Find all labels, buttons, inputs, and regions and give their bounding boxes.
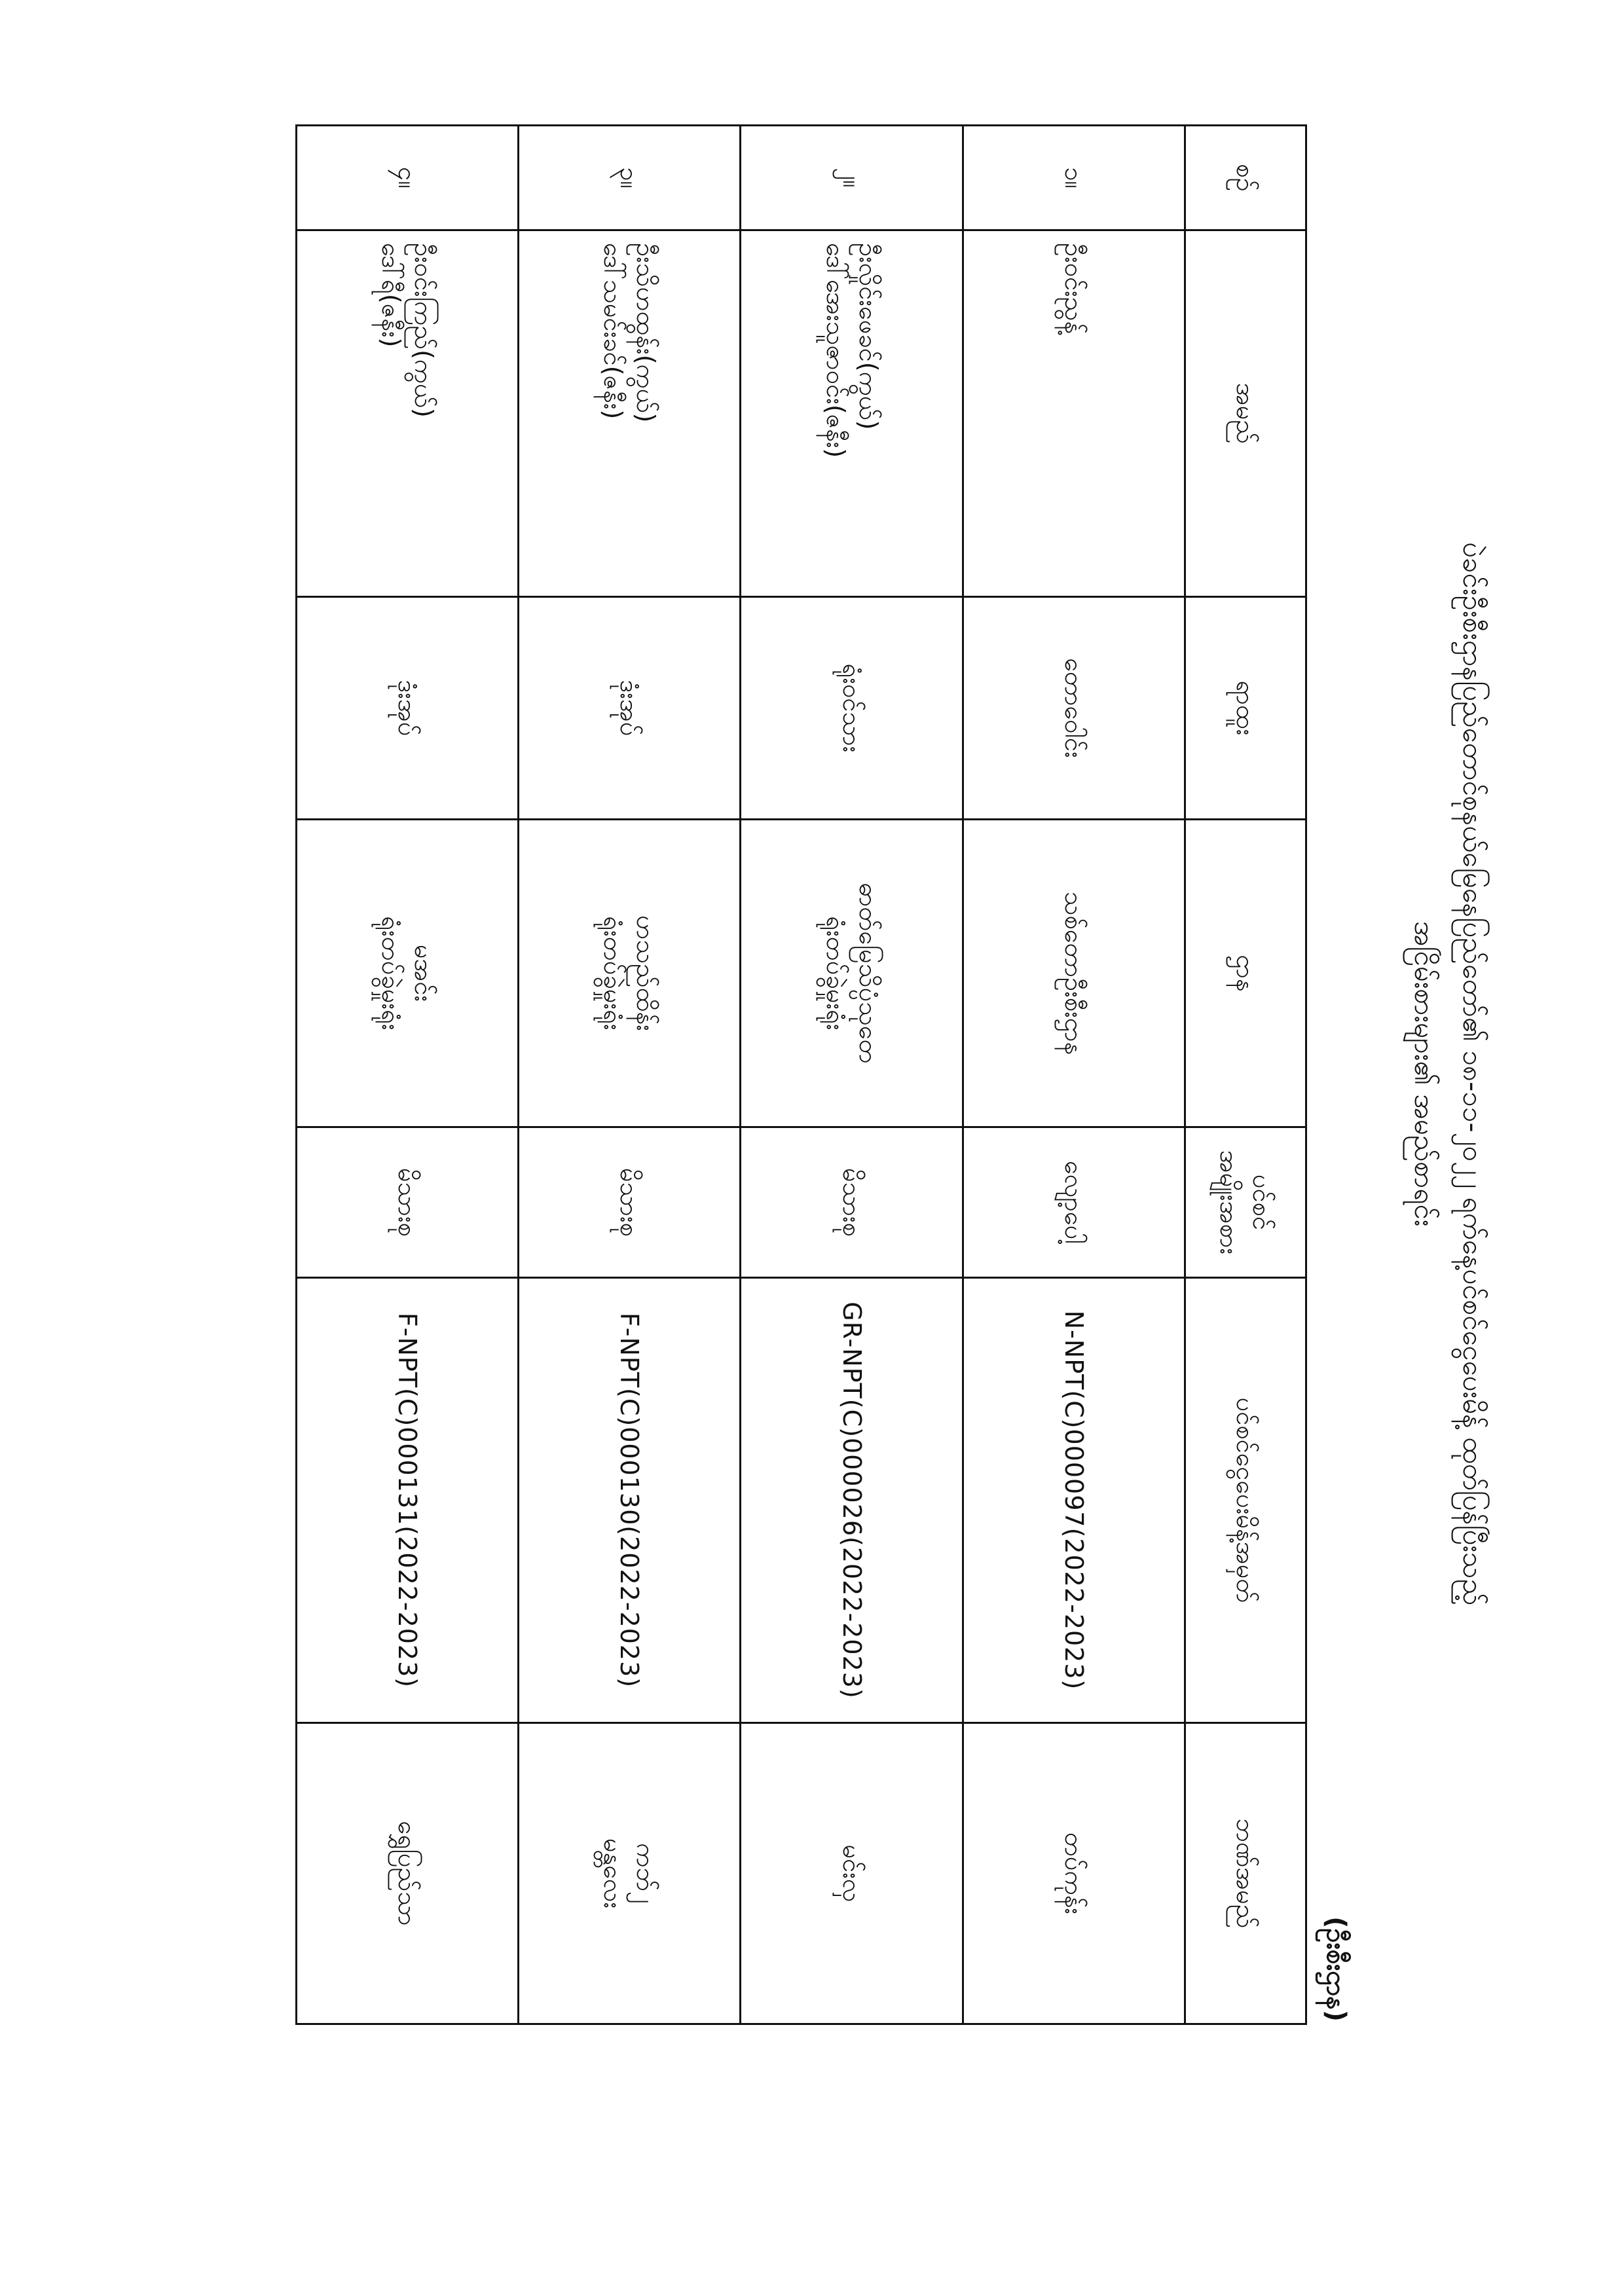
cell-department-line1: ဓာတ်မြေသိပ္ပံသုတေ [853, 883, 883, 1064]
cell-rank: တောဝေါင်း [963, 597, 1185, 820]
cell-no: ၃။ [519, 126, 741, 230]
cell-name-line2: ဒေါ်ရီ(ဇနီး) [377, 243, 406, 348]
header-department: ဌာန [1185, 820, 1306, 1127]
cell-bank [963, 1723, 1185, 2024]
cell-order-no: F-NPT(C)000131(2022-2023) [297, 1278, 519, 1723]
cell-no: ၂။ [741, 126, 963, 230]
cell-name [963, 230, 1185, 597]
cell-bank-line2: မန္တလေး [599, 1838, 628, 1909]
cell-department-line1: သစ်တောဦးစီးဌာန [1059, 891, 1088, 1055]
cell-department-line2: ရုံးတပ်ခွဲမှုးရုံး [599, 916, 628, 1030]
cell-name-line2: ဒေါ်အေးသူဇာဝင်း(ဇနီး) [821, 243, 850, 458]
rotated-page-content [141, 124, 1517, 2023]
cell-bank-line1: ကဘ်၂ [631, 1843, 661, 1904]
cell-name [519, 230, 741, 597]
header-order-no: ပင်စင်ငွေပေးမိန့်အမှတ် [1185, 1278, 1306, 1723]
cell-department-line2: ရုံးတပ်ခွဲမှုးရုံး [821, 916, 850, 1030]
cell-name-line1: ဦးဝင်းညွန့် [1059, 243, 1088, 335]
cell-department-line2: ရုံးတပ်ခွဲမှုးရုံး [377, 916, 406, 1030]
title-line-2: အငြိမ်းစားများ၏ အမည်စာရင်း [1409, 920, 1441, 1227]
cell-rank: ဒုံးအုပ် [519, 597, 741, 820]
cell-department-line1: မအင်း [409, 944, 439, 1002]
cell-bank-line1: မင်းလှ [837, 1844, 866, 1903]
unit-note: (ဦးစီးဌာန) [1321, 1916, 1351, 2022]
cell-order-no: N-NPT(C)000097(2022-2023) [963, 1278, 1185, 1723]
table-row [741, 126, 963, 2024]
header-pension-type [1185, 1127, 1306, 1278]
header-pension-type-line1: ပင်စင် [1247, 1174, 1276, 1231]
cell-pension-type: မိသားစု [741, 1127, 963, 1278]
cell-rank: ရုံးဝင်သား [741, 597, 963, 820]
header-no: စဉ် [1185, 126, 1306, 230]
cell-pension-type: မိသားစု [297, 1127, 519, 1278]
cell-department [519, 820, 741, 1127]
cell-department [297, 820, 519, 1127]
pensioner-table [295, 124, 1307, 2025]
header-rank: ရာထူး [1185, 597, 1306, 820]
document-title [1400, 124, 1497, 2023]
cell-bank-line1: ရွှေပြည်သာ [393, 1821, 422, 1926]
cell-order-no: F-NPT(C)000130(2022-2023) [519, 1278, 741, 1723]
table-row [297, 126, 519, 2024]
cell-bank [297, 1723, 519, 2024]
header-row [1185, 126, 1306, 2024]
cell-name-line2: ဒေါ်သမင်းခင်(ဇနီး) [599, 243, 628, 420]
cell-name-line1: ဦးသိဟထွန်း(ကွယ်) [631, 243, 661, 423]
cell-pension-type: မိသားစု [519, 1127, 741, 1278]
cell-name [297, 230, 519, 597]
cell-no: ၁။ [963, 126, 1185, 230]
cell-bank [741, 1723, 963, 2024]
title-line-1: ပဲခင်းဦးစီးဌာနပြည်တောင်စုနယ်မြေနေပြည်တော်၏ ၁၈-၁၁-၂၀၂၂ ရက်နေ့ပင်စင်ငွေပေးမိန့် ထုတ်ပြန်ပြီးသည့် [1457, 541, 1489, 1606]
cell-bank [519, 1723, 741, 2024]
cell-department [963, 820, 1185, 1127]
cell-rank: ဒုံးအုပ် [297, 597, 519, 820]
table-row [963, 126, 1185, 2024]
cell-department [741, 820, 963, 1127]
cell-pension-type: လျော့ပေါ့ [963, 1127, 1185, 1278]
cell-bank-line1: တပ်ကုန်း [1059, 1832, 1088, 1915]
cell-name-line1: ဦးလှိုင်းဖေခင်(ကွယ်) [853, 243, 883, 430]
header-name: အမည် [1185, 230, 1306, 597]
header-bank: ဘဏ်အမည် [1185, 1723, 1306, 2024]
cell-department-line1: ဟသည်ထိန်း [631, 915, 661, 1031]
cell-order-no: GR-NPT(C)000026(2022-2023) [741, 1278, 963, 1723]
table-row [519, 126, 741, 2024]
cell-name-line1: ဦးဝင်းကြည်(ကွယ်) [409, 243, 439, 418]
cell-name [741, 230, 963, 597]
cell-no: ၄။ [297, 126, 519, 230]
header-pension-type-line2: အမျိုးအစား [1215, 1150, 1244, 1255]
